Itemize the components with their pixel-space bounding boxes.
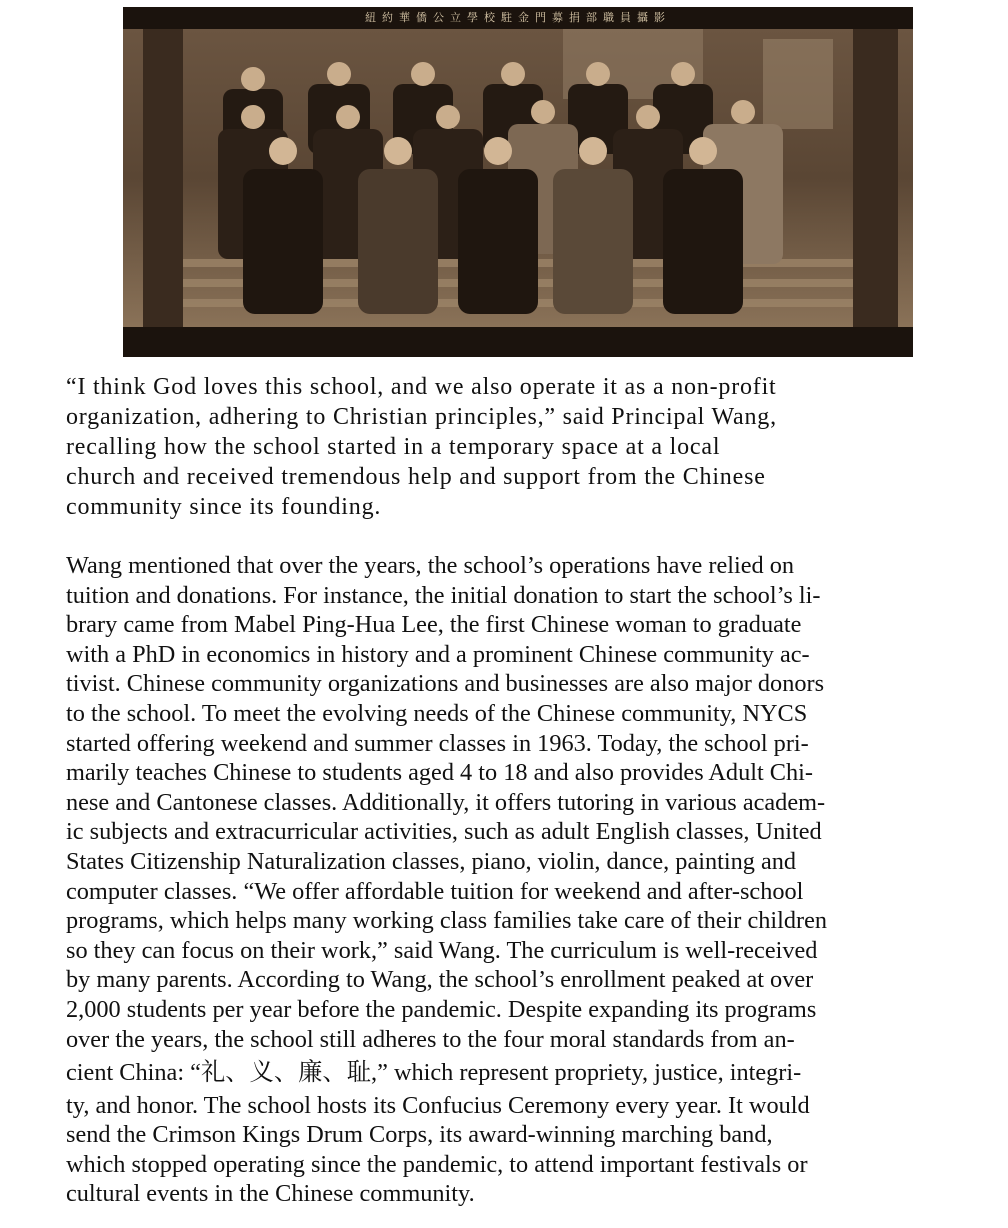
body-line: to the school. To meet the evolving needs of the Chinese community, NYCS bbox=[66, 699, 808, 727]
photo-name-strip bbox=[123, 327, 913, 357]
quote-line: church and received tremendous help and support from the Chinese bbox=[66, 464, 766, 490]
group-portrait-image bbox=[123, 29, 913, 327]
body-line: ic subjects and extracurricular activities, such as adult English classes, United bbox=[66, 818, 822, 846]
body-line: send the Crimson Kings Drum Corps, its award-winning marching band, bbox=[66, 1121, 773, 1149]
body-line: 2,000 students per year before the pandemic. Despite expanding its programs bbox=[66, 995, 817, 1023]
body-line: cient China: “礼、义、廉、耻,” which represent propriety, justice, integri- bbox=[66, 1059, 802, 1087]
body-paragraph bbox=[66, 551, 946, 1209]
body-line: ty, and honor. The school hosts its Confucius Ceremony every year. It would bbox=[66, 1091, 810, 1119]
body-line: computer classes. “We offer affordable tuition for weekend and after-school bbox=[66, 877, 804, 905]
body-line: Wang mentioned that over the years, the school’s operations have relied on bbox=[66, 552, 795, 579]
quote-line: “I think God loves this school, and we also operate it as a non-profit bbox=[66, 374, 777, 400]
group-photo bbox=[123, 7, 913, 357]
body-line: by many parents. According to Wang, the school’s enrollment peaked at over bbox=[66, 966, 814, 994]
photo-caption: 紐約華僑公立學校駐金門募捐部職員攝影 bbox=[123, 7, 913, 29]
quote-line: community since its founding. bbox=[66, 494, 382, 520]
quote-line: recalling how the school started in a temporary space at a local bbox=[66, 434, 721, 460]
body-line: over the years, the school still adheres to the four moral standards from an- bbox=[66, 1025, 795, 1053]
body-line: cultural events in the Chinese community. bbox=[66, 1180, 475, 1208]
body-line: tivist. Chinese community organizations and businesses are also major donors bbox=[66, 670, 825, 698]
body-line: started offering weekend and summer classes in 1963. Today, the school pri- bbox=[66, 729, 809, 757]
quote-paragraph bbox=[66, 372, 946, 522]
body-line: with a PhD in economics in history and a prominent Chinese community ac- bbox=[66, 640, 810, 668]
body-line: nese and Cantonese classes. Additionally, it offers tutoring in various academ- bbox=[66, 788, 826, 816]
body-line: which stopped operating since the pandemic, to attend important festivals or bbox=[66, 1150, 808, 1178]
body-line: marily teaches Chinese to students aged 4 to 18 and also provides Adult Chi- bbox=[66, 759, 813, 787]
body-line: so they can focus on their work,” said Wang. The curriculum is well-received bbox=[66, 936, 818, 964]
body-line: brary came from Mabel Ping-Hua Lee, the first Chinese woman to graduate bbox=[66, 611, 802, 639]
body-line: States Citizenship Naturalization classes, piano, violin, dance, painting and bbox=[66, 847, 797, 875]
body-line: programs, which helps many working class families take care of their children bbox=[66, 907, 828, 935]
body-line: tuition and donations. For instance, the initial donation to start the school’s li- bbox=[66, 581, 821, 609]
quote-line: organization, adhering to Christian principles,” said Principal Wang, bbox=[66, 404, 777, 430]
